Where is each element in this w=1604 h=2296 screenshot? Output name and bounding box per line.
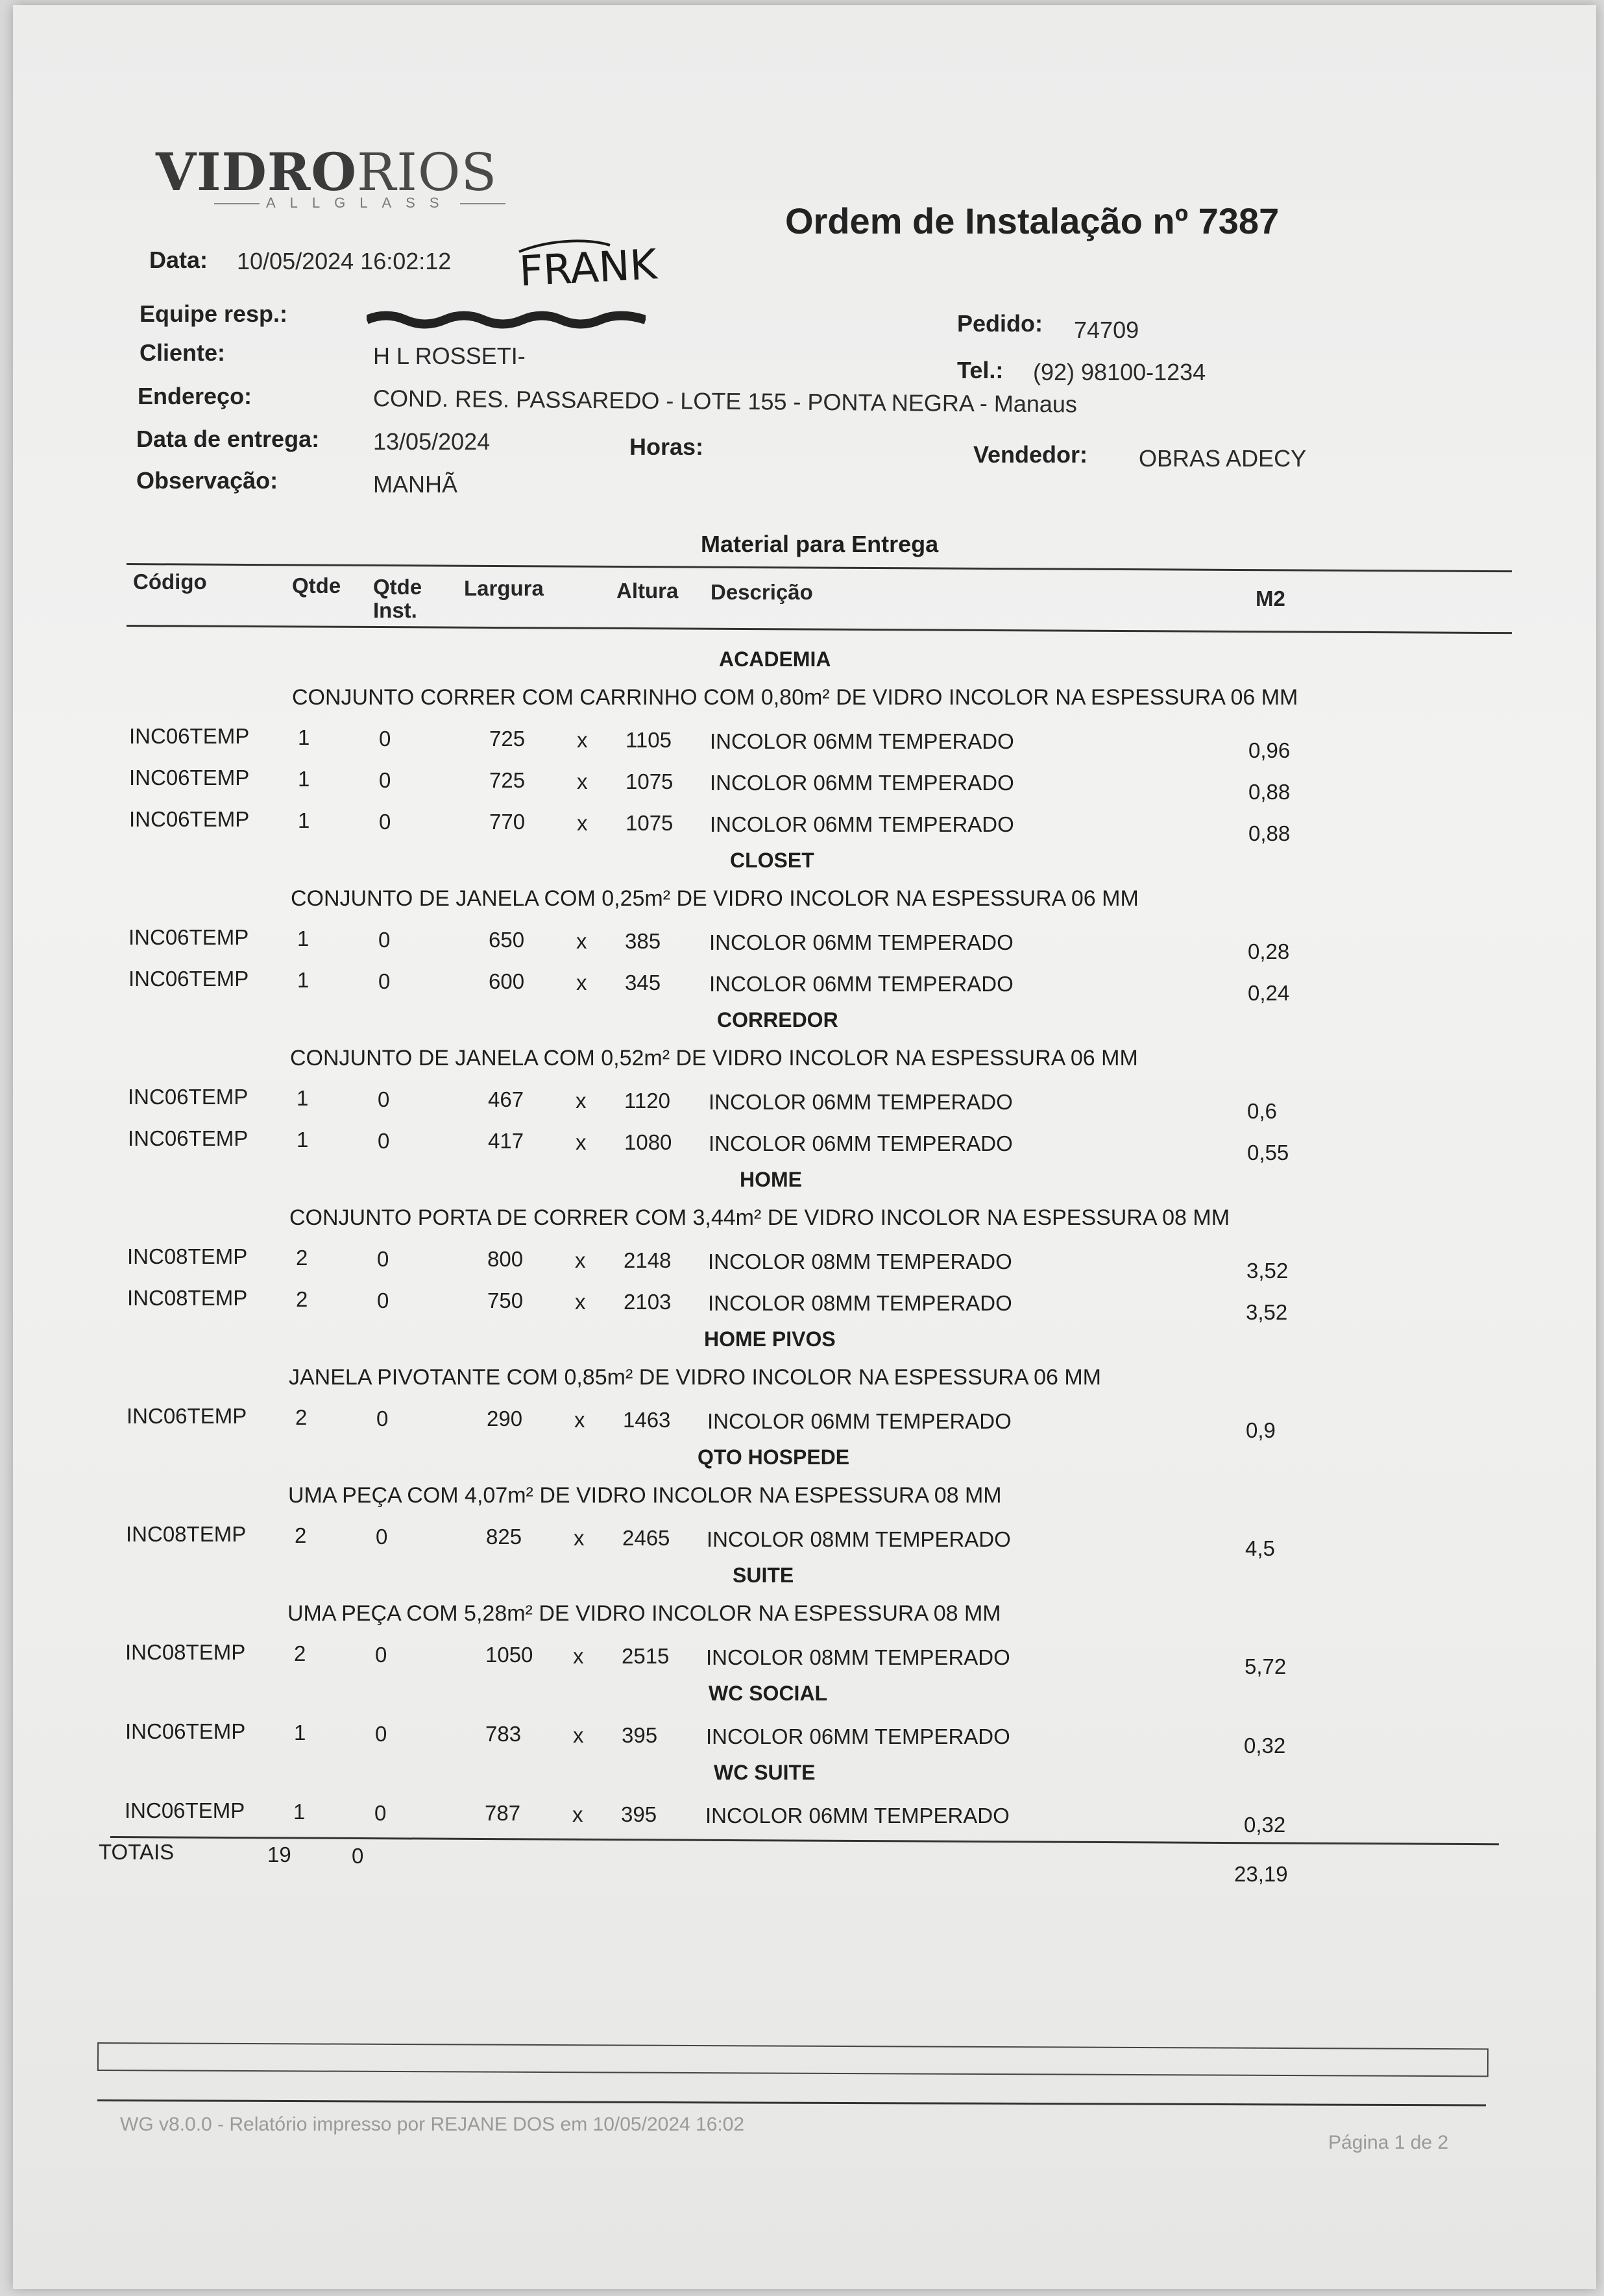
row-qty: 1 xyxy=(297,968,310,992)
row-description: INCOLOR 06MM TEMPERADO xyxy=(706,1724,1010,1748)
row-code: INC08TEMP xyxy=(125,1640,246,1664)
row-description: INCOLOR 06MM TEMPERADO xyxy=(709,972,1014,996)
row-times: x xyxy=(572,1802,583,1826)
row-code: INC08TEMP xyxy=(126,1522,247,1546)
group-title: CLOSET xyxy=(730,849,814,872)
phone-label: Tel.: xyxy=(957,357,1004,383)
footer-rule xyxy=(97,2099,1486,2106)
row-description: INCOLOR 06MM TEMPERADO xyxy=(709,1131,1013,1155)
signature-text: FRANK xyxy=(518,241,659,296)
row-height: 345 xyxy=(625,971,661,995)
row-m2: 0,88 xyxy=(1248,821,1291,845)
row-times: x xyxy=(577,811,588,835)
row-code: INC06TEMP xyxy=(129,766,250,790)
redacted-team-name xyxy=(367,310,646,330)
row-times: x xyxy=(574,1526,585,1550)
row-times: x xyxy=(576,1130,587,1154)
group-description: CONJUNTO DE JANELA COM 0,25m² DE VIDRO INCOLOR NA ESPESSURA 06 MM xyxy=(291,886,1139,911)
row-width: 467 xyxy=(488,1087,524,1111)
row-m2: 0,6 xyxy=(1247,1099,1277,1123)
material-section-title: Material para Entrega xyxy=(701,531,939,557)
order-label: Pedido: xyxy=(957,310,1043,337)
row-width: 725 xyxy=(489,727,526,751)
row-times: x xyxy=(576,929,587,953)
document-title: Ordem de Instalação nº 7387 xyxy=(785,200,1280,241)
row-width: 783 xyxy=(485,1722,522,1746)
group-description: CONJUNTO CORRER COM CARRINHO COM 0,80m² DE VIDRO INCOLOR NA ESPESSURA 06 MM xyxy=(292,685,1298,710)
row-qty-inst: 0 xyxy=(378,928,391,952)
date-value: 10/05/2024 16:02:12 xyxy=(237,248,452,274)
totals-m2: 23,19 xyxy=(1234,1862,1288,1886)
row-qty: 1 xyxy=(294,1721,306,1745)
observation-label: Observação: xyxy=(136,467,278,494)
row-description: INCOLOR 06MM TEMPERADO xyxy=(709,930,1014,954)
hours-label: Horas: xyxy=(629,433,704,460)
row-height: 395 xyxy=(622,1723,658,1747)
group-title: WC SOCIAL xyxy=(709,1682,828,1705)
delivery-date-value: 13/05/2024 xyxy=(373,428,491,455)
row-m2: 3,52 xyxy=(1246,1259,1289,1283)
footer-page-number: Página 1 de 2 xyxy=(1328,2132,1449,2153)
row-description: INCOLOR 08MM TEMPERADO xyxy=(707,1527,1011,1551)
row-m2: 0,24 xyxy=(1248,981,1290,1005)
group-title: SUITE xyxy=(733,1564,794,1587)
row-m2: 0,32 xyxy=(1244,1813,1286,1837)
row-qty: 2 xyxy=(295,1523,307,1547)
row-qty: 1 xyxy=(297,1128,309,1152)
row-height: 1463 xyxy=(623,1408,671,1432)
logo-subtitle: ALLGLASS xyxy=(208,195,512,211)
document-page xyxy=(13,5,1596,2289)
row-times: x xyxy=(575,1248,586,1272)
row-width: 750 xyxy=(487,1288,524,1312)
team-label: Equipe resp.: xyxy=(140,300,288,327)
row-qty-inst: 0 xyxy=(375,1643,387,1667)
row-qty-inst: 0 xyxy=(378,969,391,993)
row-width: 725 xyxy=(489,768,526,792)
col-header-description: Descrição xyxy=(711,580,813,604)
row-description: INCOLOR 06MM TEMPERADO xyxy=(710,729,1014,753)
signature-frank xyxy=(513,226,707,304)
row-qty: 1 xyxy=(298,767,310,791)
row-width: 800 xyxy=(487,1247,524,1271)
row-width: 600 xyxy=(489,969,525,993)
group-title: HOME xyxy=(740,1168,802,1191)
row-width: 650 xyxy=(489,928,525,952)
group-description: UMA PEÇA COM 5,28m² DE VIDRO INCOLOR NA ESPESSURA 08 MM xyxy=(287,1601,1001,1626)
row-height: 1075 xyxy=(626,769,674,793)
totals-label: TOTAIS xyxy=(99,1840,175,1864)
row-description: INCOLOR 06MM TEMPERADO xyxy=(709,1090,1013,1114)
row-height: 2148 xyxy=(624,1248,672,1272)
row-code: INC06TEMP xyxy=(128,967,249,991)
col-header-qty: Qtde xyxy=(292,574,341,598)
row-times: x xyxy=(575,1290,586,1314)
company-logo: VIDRORIOS xyxy=(156,141,498,202)
row-m2: 0,88 xyxy=(1248,780,1291,804)
row-qty: 2 xyxy=(295,1405,308,1429)
row-width: 290 xyxy=(487,1407,523,1431)
row-code: INC08TEMP xyxy=(127,1286,248,1310)
row-qty-inst: 0 xyxy=(377,1288,389,1312)
group-title: ACADEMIA xyxy=(719,647,831,671)
row-qty-inst: 0 xyxy=(376,1407,389,1431)
row-width: 1050 xyxy=(485,1643,533,1667)
group-description: CONJUNTO PORTA DE CORRER COM 3,44m² DE VIDRO INCOLOR NA ESPESSURA 08 MM xyxy=(289,1205,1230,1230)
row-times: x xyxy=(573,1723,584,1747)
row-width: 787 xyxy=(485,1801,521,1825)
row-height: 385 xyxy=(625,929,661,953)
row-qty: 1 xyxy=(293,1800,306,1824)
row-qty-inst: 0 xyxy=(379,810,391,834)
row-qty-inst: 0 xyxy=(376,1525,388,1549)
row-qty-inst: 0 xyxy=(375,1722,387,1746)
group-description: UMA PEÇA COM 4,07m² DE VIDRO INCOLOR NA ESPESSURA 08 MM xyxy=(288,1483,1002,1508)
row-qty: 1 xyxy=(298,808,310,832)
row-height: 2515 xyxy=(622,1644,670,1668)
col-header-width: Largura xyxy=(464,576,544,600)
row-height: 395 xyxy=(621,1802,657,1826)
totals-rule xyxy=(110,1836,1499,1845)
totals-qty: 19 xyxy=(267,1843,291,1867)
row-height: 2465 xyxy=(622,1526,670,1550)
group-description: CONJUNTO DE JANELA COM 0,52m² DE VIDRO INCOLOR NA ESPESSURA 06 MM xyxy=(290,1046,1138,1070)
row-qty-inst: 0 xyxy=(378,1087,390,1111)
row-code: INC08TEMP xyxy=(127,1244,248,1268)
row-description: INCOLOR 06MM TEMPERADO xyxy=(705,1804,1010,1828)
row-qty-inst: 0 xyxy=(374,1801,387,1825)
row-height: 1105 xyxy=(626,728,672,752)
row-times: x xyxy=(573,1644,584,1668)
row-times: x xyxy=(574,1408,585,1432)
row-m2: 0,96 xyxy=(1248,738,1291,762)
totals-qty-inst: 0 xyxy=(352,1844,364,1868)
row-height: 2103 xyxy=(624,1290,672,1314)
row-code: INC06TEMP xyxy=(129,807,250,831)
seller-label: Vendedor: xyxy=(973,441,1088,468)
row-qty-inst: 0 xyxy=(377,1247,389,1271)
row-height: 1120 xyxy=(624,1089,670,1113)
row-description: INCOLOR 08MM TEMPERADO xyxy=(708,1250,1012,1274)
row-code: INC06TEMP xyxy=(129,724,250,748)
address-value: COND. RES. PASSAREDO - LOTE 155 - PONTA NEGRA - Manaus xyxy=(372,385,1078,418)
row-description: INCOLOR 06MM TEMPERADO xyxy=(710,771,1014,795)
row-qty: 1 xyxy=(297,1086,309,1110)
row-code: INC06TEMP xyxy=(125,1719,246,1743)
footer-printed-by: WG v8.0.0 - Relatório impresso por REJANE DOS em 10/05/2024 16:02 xyxy=(120,2114,745,2135)
row-m2: 5,72 xyxy=(1245,1654,1287,1678)
group-description: JANELA PIVOTANTE COM 0,85m² DE VIDRO INCOLOR NA ESPESSURA 06 MM xyxy=(289,1365,1102,1390)
row-m2: 0,55 xyxy=(1247,1141,1289,1165)
row-code: INC06TEMP xyxy=(128,925,249,949)
row-description: INCOLOR 08MM TEMPERADO xyxy=(708,1291,1012,1315)
address-label: Endereço: xyxy=(138,383,252,409)
row-height: 1080 xyxy=(624,1130,672,1154)
date-label: Data: xyxy=(149,247,208,273)
row-m2: 0,28 xyxy=(1248,939,1290,963)
row-description: INCOLOR 06MM TEMPERADO xyxy=(710,812,1014,836)
row-m2: 0,9 xyxy=(1246,1418,1276,1442)
seller-value: OBRAS ADECY xyxy=(1139,445,1307,472)
row-qty-inst: 0 xyxy=(378,1129,390,1153)
group-title: QTO HOSPEDE xyxy=(698,1445,850,1469)
group-title: HOME PIVOS xyxy=(704,1327,836,1351)
row-width: 417 xyxy=(488,1129,524,1153)
row-code: INC06TEMP xyxy=(127,1404,247,1428)
table-header-rule xyxy=(127,625,1512,634)
row-code: INC06TEMP xyxy=(128,1085,249,1109)
row-qty: 2 xyxy=(294,1641,306,1665)
row-times: x xyxy=(576,1089,587,1113)
delivery-date-label: Data de entrega: xyxy=(136,426,320,452)
phone-value: (92) 98100-1234 xyxy=(1033,359,1206,385)
notes-box xyxy=(97,2042,1489,2077)
col-header-height: Altura xyxy=(616,579,679,603)
row-qty: 2 xyxy=(296,1287,308,1311)
order-value: 74709 xyxy=(1074,317,1139,343)
row-description: INCOLOR 06MM TEMPERADO xyxy=(707,1409,1012,1433)
row-description: INCOLOR 08MM TEMPERADO xyxy=(706,1645,1010,1669)
row-times: x xyxy=(577,769,588,793)
row-m2: 4,5 xyxy=(1245,1536,1275,1560)
group-title: CORREDOR xyxy=(717,1008,838,1032)
col-header-qty-inst-line1: Qtde xyxy=(373,575,422,599)
group-title: WC SUITE xyxy=(714,1761,816,1784)
row-width: 825 xyxy=(486,1525,522,1549)
row-code: INC06TEMP xyxy=(128,1126,249,1150)
col-header-m2: M2 xyxy=(1256,586,1285,610)
row-times: x xyxy=(576,971,587,995)
row-times: x xyxy=(577,728,588,752)
col-header-qty-inst-line2: Inst. xyxy=(373,598,417,622)
row-height: 1075 xyxy=(626,811,674,835)
row-qty: 1 xyxy=(298,725,310,749)
row-qty: 1 xyxy=(297,926,310,950)
row-qty-inst: 0 xyxy=(379,727,391,751)
client-value: H L ROSSETI- xyxy=(373,343,526,369)
client-label: Cliente: xyxy=(140,339,226,366)
observation-value: MANHÃ xyxy=(373,471,458,498)
row-m2: 0,32 xyxy=(1244,1734,1286,1758)
row-m2: 3,52 xyxy=(1246,1300,1288,1324)
row-code: INC06TEMP xyxy=(125,1798,245,1822)
row-qty: 2 xyxy=(296,1246,308,1270)
table-top-rule xyxy=(127,563,1512,572)
row-width: 770 xyxy=(489,810,526,834)
col-header-code: Código xyxy=(133,570,207,594)
row-qty-inst: 0 xyxy=(379,768,391,792)
